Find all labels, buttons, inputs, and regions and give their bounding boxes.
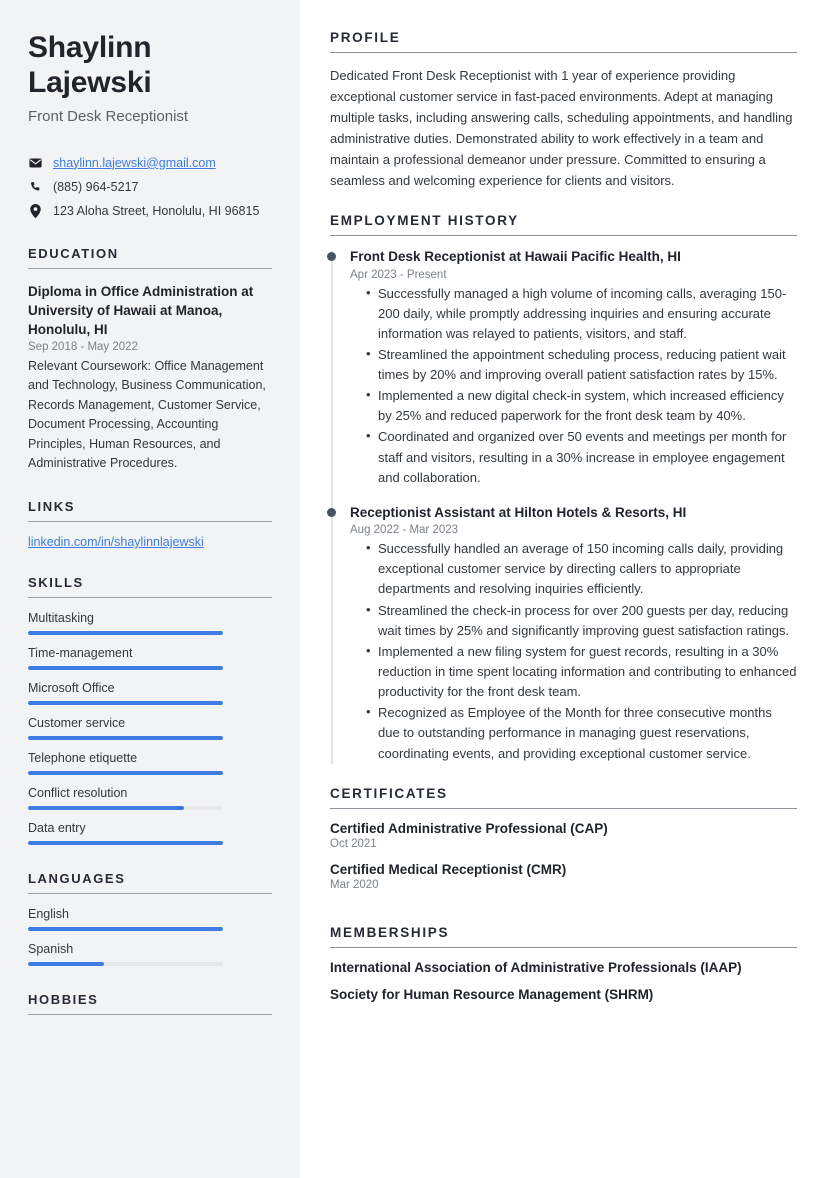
employment-bullets xyxy=(350,284,797,488)
skill-item xyxy=(28,611,272,635)
certificate-date: Oct 2021 xyxy=(330,837,377,850)
contact-email-row[interactable] xyxy=(28,155,272,171)
contact-phone-row xyxy=(28,179,272,195)
employment-bullet: • Successfully handled an average of 150 incoming calls daily, providing exceptional customer service by directing callers to appropriate departments and resolving inquiries efficiently. xyxy=(366,539,797,599)
employment-entry xyxy=(350,504,797,764)
link-item[interactable] xyxy=(28,535,272,549)
language-level-track xyxy=(28,962,223,966)
languages-rule xyxy=(28,893,272,894)
section-links xyxy=(28,499,272,549)
language-label: Spanish xyxy=(28,942,74,957)
profile-heading: PROFILE xyxy=(330,30,401,45)
skill-item xyxy=(28,821,272,845)
certificate-item xyxy=(330,821,797,850)
employment-title: Front Desk Receptionist at Hawaii Pacific Health, HI xyxy=(350,249,681,265)
certificate-date: Mar 2020 xyxy=(330,878,379,891)
certificate-item xyxy=(330,862,797,891)
employment-bullet: • Implemented a new filing system for guest records, resulting in a 30% reduction in time spent locating information and contributing to enhanced productivity for the front desk team. xyxy=(366,642,797,702)
skill-level-fill xyxy=(28,631,223,635)
employment-bullet: • Streamlined the check-in process for over 200 guests per day, reducing wait times by 25% and significantly improving guest satisfaction ratings. xyxy=(366,601,797,641)
skills-rule xyxy=(28,597,272,598)
language-item xyxy=(28,942,272,966)
profile-rule xyxy=(330,52,797,53)
education-rule xyxy=(28,268,272,269)
employment-bullets xyxy=(350,539,797,764)
memberships-list xyxy=(330,960,797,1002)
education-title: Diploma in Office Administration at University of Hawaii at Manoa, Honolulu, HI xyxy=(28,283,254,337)
employment-bullet: • Successfully managed a high volume of incoming calls, averaging 150-200 daily, while promptly addressing inquiries and ensuring accurate information was relayed to patients, visitors, and staff. xyxy=(366,284,797,344)
skill-level-track xyxy=(28,806,223,810)
phone-icon xyxy=(28,181,43,193)
languages-list xyxy=(28,907,272,966)
skill-level-fill xyxy=(28,771,223,775)
skill-level-fill xyxy=(28,666,223,670)
skill-level-track xyxy=(28,736,223,740)
envelope-icon xyxy=(28,158,43,168)
skill-level-track xyxy=(28,701,223,705)
skill-level-track xyxy=(28,666,223,670)
hobbies-rule xyxy=(28,1014,272,1015)
employment-date: Aug 2022 - Mar 2023 xyxy=(350,524,459,537)
skill-level-track xyxy=(28,841,223,845)
section-profile xyxy=(330,30,797,191)
employment-timeline xyxy=(330,248,797,763)
contact-list xyxy=(28,155,272,220)
timeline-dot-icon xyxy=(327,508,336,517)
skill-item xyxy=(28,646,272,670)
candidate-job-title: Front Desk Receptionist xyxy=(28,107,189,125)
section-memberships xyxy=(330,925,797,1002)
memberships-heading: MEMBERSHIPS xyxy=(330,924,450,940)
education-item xyxy=(28,282,272,474)
sidebar xyxy=(0,0,300,1178)
skill-item xyxy=(28,786,272,810)
employment-entry xyxy=(350,248,797,488)
memberships-rule xyxy=(330,947,797,948)
links-rule xyxy=(28,521,272,522)
links-heading: LINKS xyxy=(28,499,75,515)
employment-title: Receptionist Assistant at Hilton Hotels & Resorts, HI xyxy=(350,504,687,520)
language-level-fill xyxy=(28,927,223,931)
membership-item: Society for Human Resource Management (SHRM) xyxy=(330,986,654,1002)
skill-item xyxy=(28,716,272,740)
section-employment xyxy=(330,213,797,763)
employment-bullet: • Implemented a new digital check-in system, which increased efficiency by 25% and reduced paperwork for the front desk team by 40%. xyxy=(366,386,797,426)
section-certificates xyxy=(330,786,797,891)
profile-text: Dedicated Front Desk Receptionist with 1 year of experience providing exceptional customer service in fast-paced environments. Adept at managing multiple tasks, including answering calls, scheduling appointments, and handling administrative duties. Demonstrated ability to work effectively in a team and maintain a professional demeanor under pressure. Committed to ensuring a seamless and welcoming experience for clients and visitors. xyxy=(330,68,793,189)
membership-item: International Association of Administrative Professionals (IAAP) xyxy=(330,959,742,975)
section-languages xyxy=(28,871,272,966)
main-column xyxy=(300,0,833,1178)
education-heading: EDUCATION xyxy=(28,245,119,261)
employment-bullet: • Coordinated and organized over 50 events and meetings per month for staff and visitors, resulting in a 30% increase in employee engagement and collaboration. xyxy=(366,427,797,487)
certificate-name: Certified Medical Receptionist (CMR) xyxy=(330,861,567,877)
skill-label: Conflict resolution xyxy=(28,786,128,801)
hobbies-heading: HOBBIES xyxy=(28,992,99,1008)
certificate-name: Certified Administrative Professional (CAP) xyxy=(330,820,608,836)
contact-address-row xyxy=(28,203,272,219)
skill-level-fill xyxy=(28,806,184,810)
languages-heading: LANGUAGES xyxy=(28,871,126,887)
employment-bullet: • Streamlined the appointment scheduling process, reducing patient wait times by 20% and improving overall patient satisfaction rates by 15%. xyxy=(366,345,797,385)
section-skills xyxy=(28,575,272,845)
skill-item xyxy=(28,751,272,775)
skill-label: Time-management xyxy=(28,646,133,661)
education-date: Sep 2018 - May 2022 xyxy=(28,341,138,353)
language-item xyxy=(28,907,272,931)
timeline-dot-icon xyxy=(327,252,336,261)
language-label: English xyxy=(28,907,69,922)
address-text: 123 Aloha Street, Honolulu, HI 96815 xyxy=(53,204,260,219)
certificates-rule xyxy=(330,808,797,809)
employment-bullet: • Recognized as Employee of the Month for three consecutive months due to outstanding performance in managing guest reservations, coordinating events, and providing exceptional customer service. xyxy=(366,703,797,763)
skill-label: Multitasking xyxy=(28,611,94,626)
certificates-list xyxy=(330,821,797,891)
phone-text: (885) 964-5217 xyxy=(53,180,139,195)
skill-level-track xyxy=(28,631,223,635)
skill-label: Data entry xyxy=(28,821,86,836)
language-level-fill xyxy=(28,962,104,966)
section-education xyxy=(28,246,272,474)
email-text[interactable]: shaylinn.lajewski@gmail.com xyxy=(53,155,216,170)
candidate-name: Shaylinn Lajewski xyxy=(28,31,152,100)
skills-heading: SKILLS xyxy=(28,575,84,591)
skills-list xyxy=(28,611,272,845)
education-description: Relevant Coursework: Office Management and Technology, Business Communication, Records Management, Customer Service, Document Processing, Accounting Principles, Human Resources, and Administrative Procedures. xyxy=(28,359,266,470)
skill-item xyxy=(28,681,272,705)
skill-level-fill xyxy=(28,736,223,740)
location-pin-icon xyxy=(28,204,43,218)
employment-date: Apr 2023 - Present xyxy=(350,268,447,281)
employment-heading: EMPLOYMENT HISTORY xyxy=(330,213,519,229)
skill-level-track xyxy=(28,771,223,775)
skill-label: Microsoft Office xyxy=(28,681,115,696)
employment-rule xyxy=(330,235,797,236)
skill-label: Customer service xyxy=(28,716,126,731)
skill-label: Telephone etiquette xyxy=(28,751,138,766)
skill-level-fill xyxy=(28,841,223,845)
section-hobbies xyxy=(28,992,272,1015)
skill-level-fill xyxy=(28,701,223,705)
linkedin-link[interactable]: linkedin.com/in/shaylinnlajewski xyxy=(28,535,204,550)
language-level-track xyxy=(28,927,223,931)
certificates-heading: CERTIFICATES xyxy=(330,785,448,801)
